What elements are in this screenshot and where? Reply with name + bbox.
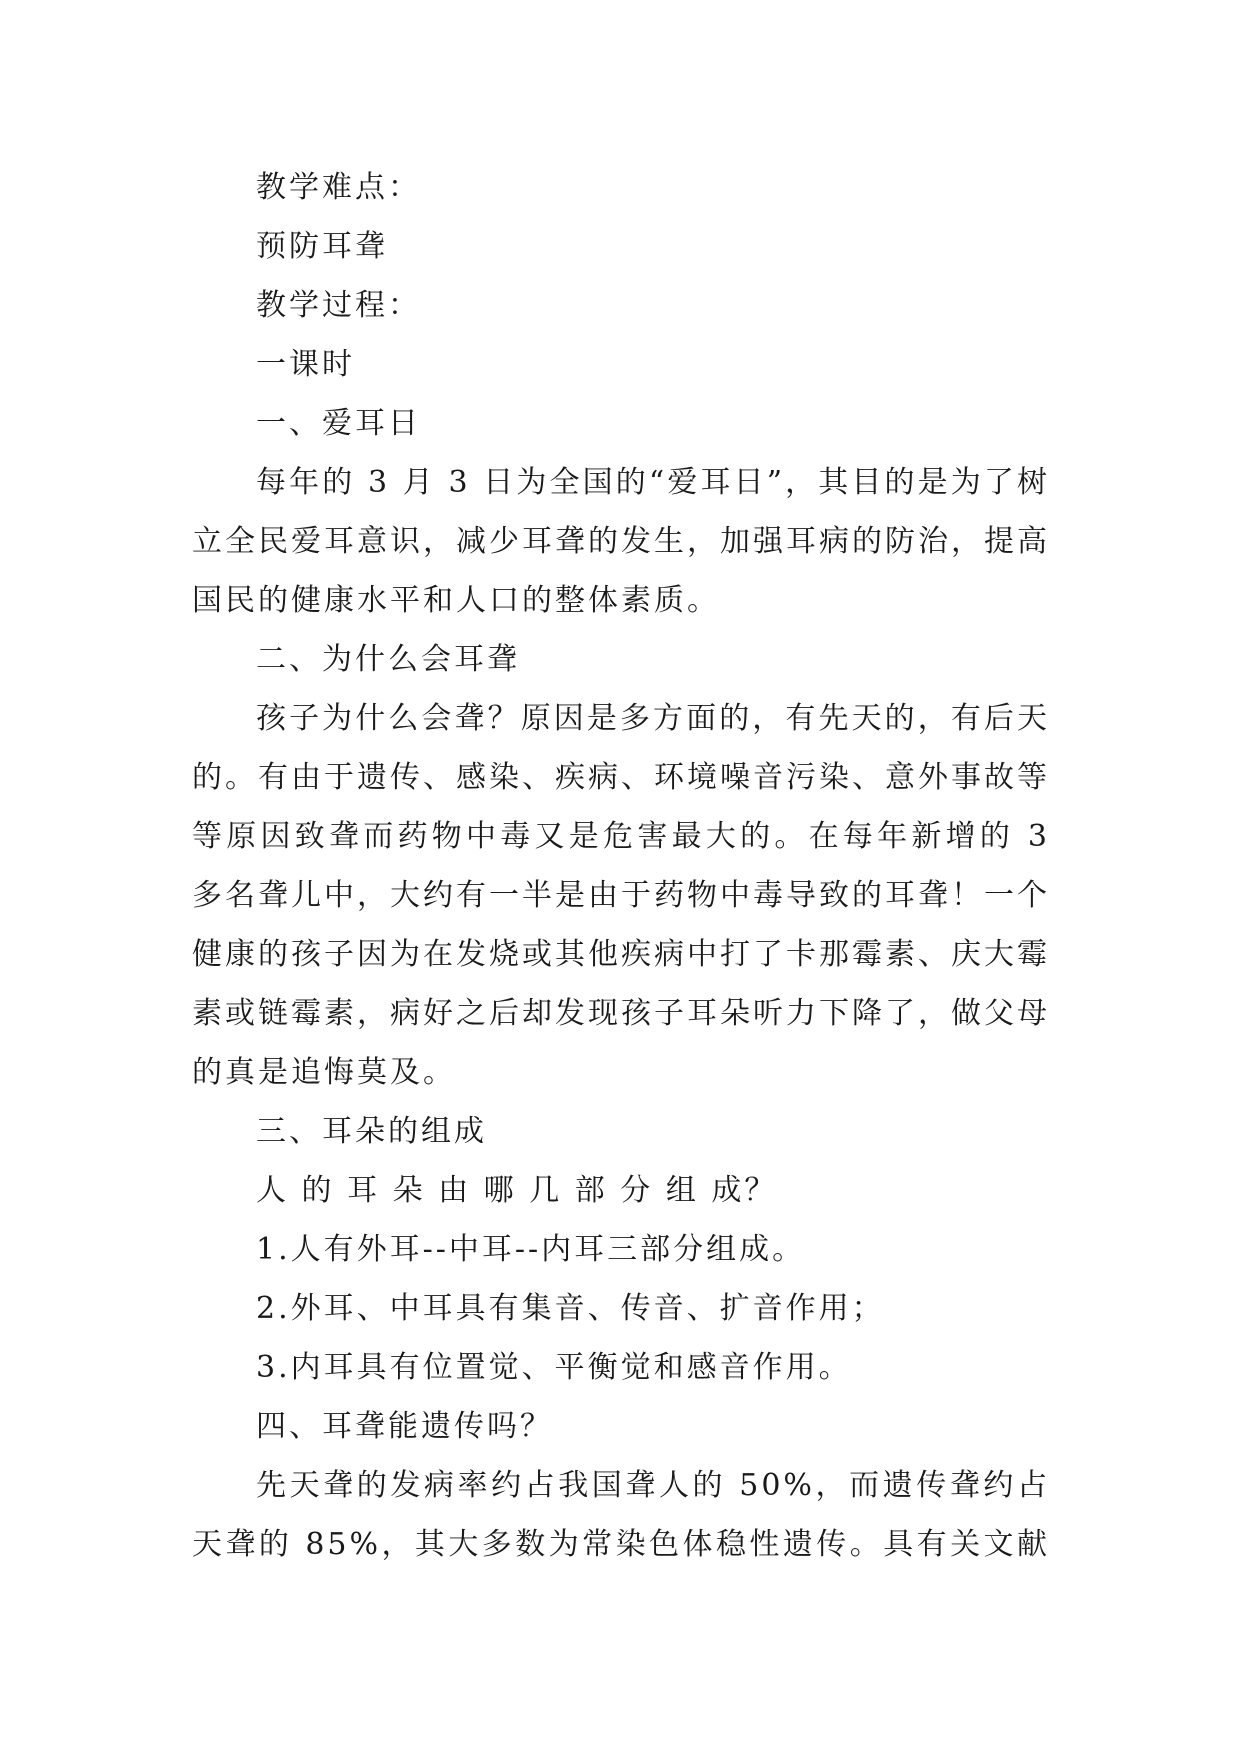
list-item: 1.人有外耳--中耳--内耳三部分组成。: [256, 1232, 806, 1267]
text-line: 等原因致聋而药物中毒又是危害最大的。在每年新增的 3: [192, 819, 1050, 854]
section-heading: 二、为什么会耳聋: [256, 642, 520, 677]
section-heading: 一、爱耳日: [256, 406, 421, 441]
text-line: 教学过程：: [256, 288, 421, 323]
text-line: 预防耳聋: [256, 229, 388, 264]
text-line: 的真是追悔莫及。: [192, 1055, 456, 1090]
text-line: 每年的 3 月 3 日为全国的“爱耳日”，其目的是为了树: [256, 465, 1050, 500]
section-heading: 四、耳聋能遗传吗？: [256, 1409, 553, 1444]
text-line: 教学难点：: [256, 170, 421, 205]
text-line: 国民的健康水平和人口的整体素质。: [192, 583, 720, 618]
text-line: 天聋的 85%，其大多数为常染色体稳性遗传。具有关文献: [192, 1527, 1050, 1562]
text-line: 素或链霉素，病好之后却发现孩子耳朵听力下降了，做父母: [192, 996, 1050, 1031]
text-line: 健康的孩子因为在发烧或其他疾病中打了卡那霉素、庆大霉: [192, 937, 1050, 972]
text-line: 孩子为什么会聋？原因是多方面的，有先天的，有后天: [256, 701, 1050, 736]
list-item: 2.外耳、中耳具有集音、传音、扩音作用；: [256, 1291, 885, 1326]
section-heading: 三、耳朵的组成: [256, 1114, 487, 1149]
text-line: 立全民爱耳意识，减少耳聋的发生，加强耳病的防治，提高: [192, 524, 1050, 559]
text-line: 的。有由于遗传、感染、疾病、环境噪音污染、意外事故等: [192, 760, 1050, 795]
list-item: 3.内耳具有位置觉、平衡觉和感音作用。: [256, 1350, 852, 1385]
text-line: 多名聋儿中，大约有一半是由于药物中毒导致的耳聋！一个: [192, 878, 1050, 913]
text-line: 先天聋的发病率约占我国聋人的 50%，而遗传聋约占: [256, 1468, 1050, 1503]
text-line: 人 的 耳 朵 由 哪 几 部 分 组 成？: [256, 1173, 778, 1208]
document-body: [192, 158, 1050, 1574]
text-line: 一课时: [256, 347, 355, 382]
